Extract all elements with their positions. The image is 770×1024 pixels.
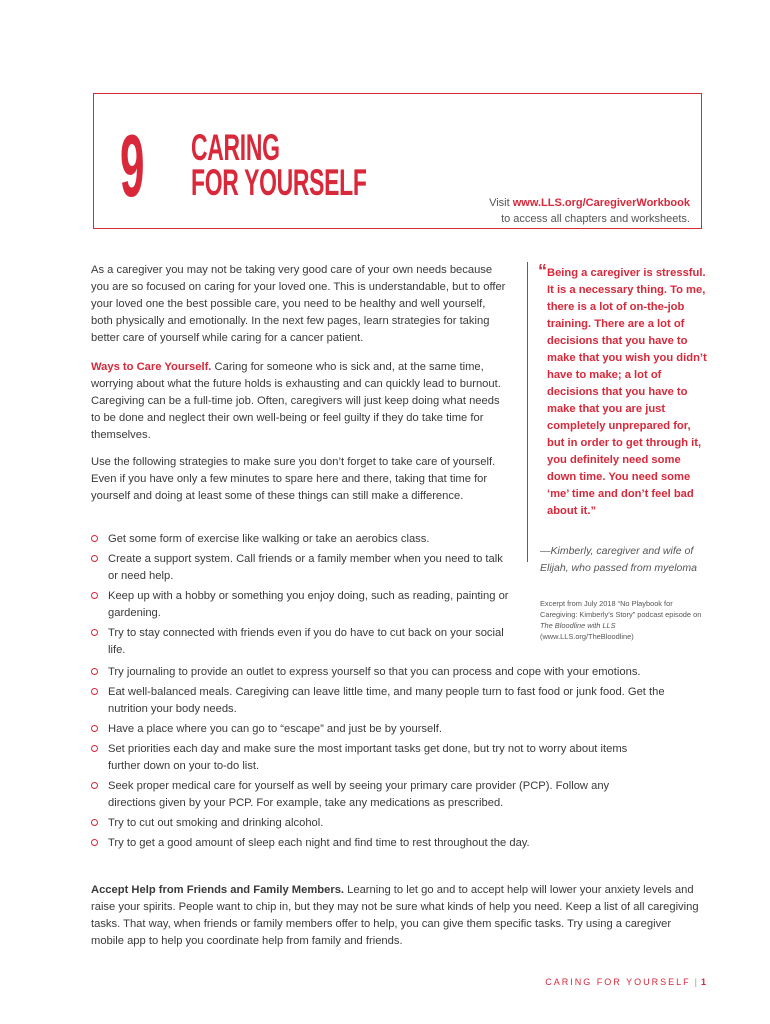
bullet-circle-icon (91, 745, 98, 752)
bullet-circle-icon (91, 782, 98, 789)
podcast-excerpt-note: Excerpt from July 2018 “No Playbook for Caregiving: Kimberly’s Story” podcast episode on The Bloodline with LLS (www.LLS.org/TheBloodline) (540, 599, 702, 641)
visit-prefix: Visit (489, 197, 513, 209)
chapter-title (191, 127, 367, 203)
workbook-visit-note (480, 195, 690, 227)
open-quote-mark: “ (538, 261, 547, 281)
accept-help-paragraph (91, 882, 703, 950)
bullet-circle-icon (91, 555, 98, 562)
strategy-list-narrow (91, 531, 511, 662)
list-item: Try journaling to provide an outlet to express yourself so that you can process and cope with your emotions. (91, 664, 691, 681)
bullet-circle-icon (91, 629, 98, 636)
bullet-circle-icon (91, 668, 98, 675)
list-item: Set priorities each day and make sure the most important tasks get done, but try not to worry about items further down on your to-do list. (91, 741, 691, 775)
list-item: Have a place where you can go to “escape” and just be by yourself. (91, 721, 691, 738)
list-item: Keep up with a hobby or something you enjoy doing, such as reading, painting or gardening. (91, 588, 511, 622)
visit-suffix: to access all chapters and worksheets. (501, 213, 690, 225)
workbook-link[interactable]: www.LLS.org/CaregiverWorkbook (512, 197, 690, 209)
bullet-circle-icon (91, 688, 98, 695)
bullet-circle-icon (91, 725, 98, 732)
quote-attribution: —Kimberly, caregiver and wife of Elijah, who passed from myeloma (540, 545, 697, 574)
list-item: Create a support system. Call friends or a family member when you need to talk or need help. (91, 551, 511, 585)
list-item: Eat well-balanced meals. Caregiving can leave little time, and many people turn to fast food or junk food. Get the nutrition your body needs. (91, 684, 691, 718)
intro-paragraph: As a caregiver you may not be taking very good care of your own needs because you are so focused on caring for your loved one. This is understandable, but to offer your loved one the best possible care, you need to be healthy and well yourself, both physically and emotionally. In the next few pages, learn strategies for taking better care of yourself while caring for a cancer patient. (91, 264, 506, 344)
pull-quote-text: Being a caregiver is stressful. It is a necessary thing. To me, there is a lot of on-the-job training. There are a lot of decisions that you have to make that you wish you didn’t have to make; a lot of decisions that you have to make that you are just completely unprepared for, but in order to get through it, you definitely need some down time. You need some ‘me’ time and don’t feel bad about it. (547, 267, 707, 517)
strategies-intro-paragraph: Use the following strategies to make sure you don’t forget to take care of yourself. Even if you have only a few minutes to spare here and there, taking that time for yourself and doing at least some of these things can still make a difference. (91, 456, 496, 502)
list-item: Try to stay connected with friends even if you do have to cut back on your social life. (91, 625, 511, 659)
chapter-title-line-2: FOR YOURSELF (191, 162, 367, 203)
chapter-number: 9 (120, 116, 144, 215)
podcast-show-name: The Bloodline with LLS (540, 621, 616, 630)
page-number: 1 (700, 977, 706, 987)
quote-rule (527, 262, 528, 562)
pull-quote (538, 261, 707, 520)
close-quote-mark: ” (590, 505, 597, 517)
strategy-list-wide (91, 664, 691, 855)
list-item: Seek proper medical care for yourself as well by seeing your primary care provider (PCP). Follow any directions given by your PCP. For example, take any medications as prescribed. (91, 778, 691, 812)
ways-heading: Ways to Care Yourself. (91, 361, 212, 373)
list-item: Try to get a good amount of sleep each night and find time to rest throughout the day. (91, 835, 691, 852)
chapter-title-line-1: CARING (191, 127, 280, 168)
bullet-circle-icon (91, 839, 98, 846)
list-item: Try to cut out smoking and drinking alcohol. (91, 815, 691, 832)
list-item: Get some form of exercise like walking or take an aerobics class. (91, 531, 511, 548)
bullet-circle-icon (91, 535, 98, 542)
footer-separator: | (694, 977, 697, 987)
ways-paragraph (91, 359, 506, 444)
accept-help-body: Learning to let go and to accept help will lower your anxiety levels and raise your spirits. People want to chip in, but they may not be sure what kinds of help you need. Keep a list of all caregiving tasks. That way, when friends or family members offer to help, you can give them specific tasks. Try using a caregiver mobile app to help you coordinate help from family and friends. (91, 884, 699, 947)
bullet-circle-icon (91, 592, 98, 599)
page-footer (440, 977, 706, 987)
accept-help-heading: Accept Help from Friends and Family Members. (91, 884, 345, 896)
ways-body: Caring for someone who is sick and, at the same time, worrying about what the future holds is exhausting and can quickly lead to burnout. Caregiving can be a full-time job. Often, caregivers will just keep doing what needs to be done and neglect their own well-being or feel guilty if they do take time for themselves. (91, 361, 501, 441)
footer-section-title: CARING FOR YOURSELF (545, 977, 691, 987)
bullet-circle-icon (91, 819, 98, 826)
